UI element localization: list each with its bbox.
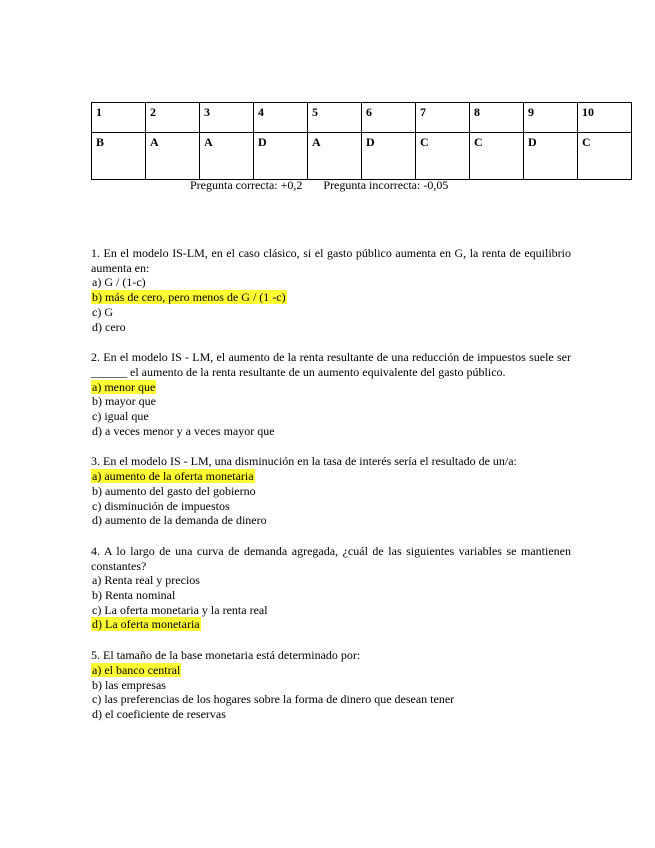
option-text: c) La oferta monetaria y la renta real [92,602,268,617]
answer-letter-cell: C [470,133,524,180]
question-5 [91,648,571,722]
option-text: a) el banco central [92,662,181,677]
question-4 [91,544,571,632]
question-stem: 1. En el modelo IS-LM, en el caso clásico, si el gasto público aumenta en G, la renta de equilibrio aumenta en: [91,246,571,275]
question-stem: 3. En el modelo IS - LM, una disminución en la tasa de interés sería el resultado de un/a: [91,454,517,469]
option-c [91,603,571,618]
option-a-correct [91,469,571,484]
option-text: d) a veces menor y a veces mayor que [92,423,275,438]
answer-letter-cell: A [146,133,200,180]
question-number-cell: 4 [254,103,308,133]
question-number-cell: 3 [200,103,254,133]
option-text: a) menor que [92,379,156,394]
option-text: a) Renta real y precios [92,573,200,588]
answer-key-table [91,102,632,180]
option-d [91,707,571,722]
option-text: d) el coeficiente de reservas [92,706,226,721]
question-number-cell: 6 [362,103,416,133]
option-text: c) disminución de impuestos [92,498,230,513]
questions-list [91,246,571,738]
option-d [91,513,571,528]
option-a-correct [91,380,571,395]
option-d [91,320,571,335]
option-d-correct [91,617,571,632]
option-text: b) mayor que [92,394,156,409]
option-text: b) las empresas [92,677,166,692]
question-number-cell: 10 [578,103,632,133]
question-3 [91,454,571,528]
scoring-note [190,178,448,193]
option-text: c) G [92,304,113,319]
question-stem: 4. A lo largo de una curva de demanda agregada, ¿cuál de las siguientes variables se mantienen constantes? [91,543,571,573]
option-text: b) más de cero, pero menos de G / (1 -c) [92,290,286,305]
option-text: a) aumento de la oferta monetaria [92,469,254,484]
option-c [91,692,571,707]
answer-letter-cell: D [362,133,416,180]
answer-letter-cell: A [308,133,362,180]
question-number-cell: 1 [92,103,146,133]
option-b [91,394,571,409]
option-text: b) Renta nominal [92,588,176,603]
answer-letter-cell: B [92,133,146,180]
option-a [91,573,571,588]
question-stem: 2. En el modelo IS - LM, el aumento de la renta resultante de una reducción de impuestos suele ser ______ el aumento de la renta resultante de un aumento equivalente del gasto público. [91,350,571,379]
answer-letter-cell: C [578,133,632,180]
question-number-cell: 2 [146,103,200,133]
answer-letter-cell: D [524,133,578,180]
option-text: c) las preferencias de los hogares sobre la forma de dinero que desean tener [92,692,455,707]
answer-key-numbers-row [92,103,632,133]
question-1 [91,246,571,334]
option-b [91,484,571,499]
question-2 [91,350,571,438]
answer-letter-cell: C [416,133,470,180]
option-text: c) igual que [92,409,149,424]
option-c [91,499,571,514]
answer-letter-cell: D [254,133,308,180]
option-a-correct [91,663,571,678]
question-stem: 5. El tamaño de la base monetaria está determinado por: [91,648,361,663]
answer-key-answers-row [92,133,632,180]
correct-score-text: Pregunta correcta: +0,2 [190,178,303,192]
option-text: d) aumento de la demanda de dinero [92,513,267,528]
option-a [91,275,571,290]
option-b [91,588,571,603]
option-d [91,424,571,439]
question-number-cell: 5 [308,103,362,133]
incorrect-score-text: Pregunta incorrecta: -0,05 [323,178,449,192]
question-number-cell: 7 [416,103,470,133]
option-text: a) G / (1-c) [92,275,146,290]
option-text: b) aumento del gasto del gobierno [92,483,256,498]
option-b-correct [91,290,571,305]
option-text: d) cero [92,319,126,334]
option-c [91,305,571,320]
option-text: d) La oferta monetaria [92,617,200,632]
question-number-cell: 8 [470,103,524,133]
answer-letter-cell: A [200,133,254,180]
option-c [91,409,571,424]
question-number-cell: 9 [524,103,578,133]
option-b [91,678,571,693]
